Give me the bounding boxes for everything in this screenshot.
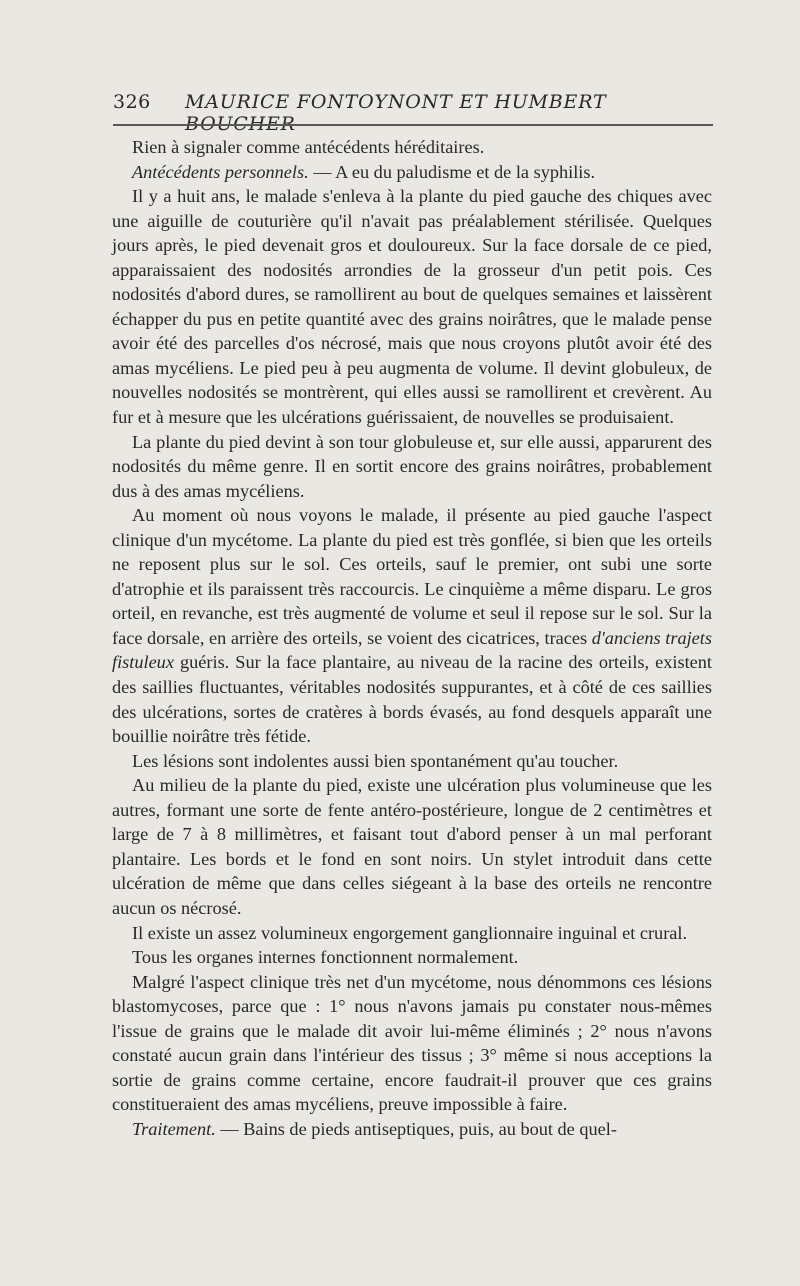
- emphasis-text: d'anciens trajets fistuleux: [112, 627, 712, 673]
- page-body: [112, 135, 712, 1141]
- paragraph-text: guéris. Sur la face plantaire, au niveau de la racine des orteils, existent des saillies fluctuantes, véritables nodosités suppurantes, et à côté de ces saillies des ulcérations, sortes de cratères à bords évasés, au fond desquels apparaît une bouillie noirâtre très fétide.: [112, 652, 712, 747]
- paragraph-text: — Bains de pieds antiseptiques, puis, au bout de quel-: [215, 1118, 617, 1139]
- paragraph: Malgré l'aspect clinique très net d'un mycétome, nous dénommons ces lésions blastomycoses, parce que : 1° nous n'avons jamais pu constater nous-mêmes l'issue de grains que le malade dit avoir lui-même éliminés ; 2° nous n'avons constaté aucun grain dans l'intérieur des tissus ; 3° même si nous acceptions la sortie de grains comme certaine, encore faudrait-il prouver que ces grains constitueraient des amas mycéliens, preuve impossible à faire.: [112, 971, 712, 1115]
- paragraph: [112, 160, 712, 185]
- section-label: Traitement.: [132, 1118, 216, 1139]
- paragraph-text: Au moment où nous voyons le malade, il présente au pied gauche l'aspect clinique d'un mycétome. La plante du pied est très gonflée, si bien que les orteils ne reposent plus sur le sol. Ces orteils, sauf le premier, ont subi une sorte d'atrophie et ils paraissent très raccourcis. Le cinquième a même disparu. Le gros orteil, en revanche, est très augmenté de volume et seul il repose sur le sol. Sur la face dorsale, en arrière des orteils, se voient des cicatrices, traces: [112, 505, 712, 648]
- paragraph: Tous les organes internes fonctionnent normalement.: [132, 947, 519, 968]
- paragraph: La plante du pied devint à son tour globuleuse et, sur elle aussi, apparurent des nodosités du même genre. Il en sortit encore des grains noirâtres, probablement dus à des amas mycéliens.: [112, 431, 712, 501]
- paragraph: [112, 503, 712, 748]
- page-header: [113, 91, 713, 135]
- paragraph: Au milieu de la plante du pied, existe une ulcération plus volumineuse que les autres, formant une sorte de fente antéro-postérieure, longue de 2 centimètres et large de 7 à 8 millimètres, et faisant tout d'abord penser à un mal perforant plantaire. Les bords et le fond en sont noirs. Un stylet introduit dans cette ulcération de même que dans celles siégeant à la base des orteils ne rencontre aucun os nécrosé.: [112, 775, 712, 918]
- running-head: MAURICE FONTOYNONT ET HUMBERT BOUCHER: [185, 91, 607, 135]
- paragraph-text: — A eu du paludisme et de la syphilis.: [308, 161, 596, 182]
- paragraph: [112, 1117, 712, 1142]
- paragraph: Les lésions sont indolentes aussi bien spontanément qu'au toucher.: [132, 750, 619, 771]
- paragraph: Il y a huit ans, le malade s'enleva à la plante du pied gauche des chiques avec une aiguille de couturière qu'il n'avait pas préalablement stérilisée. Quelques jours après, le pied devenait gros et douloureux. Sur la face dorsale de ce pied, apparaissaient des nodosités arrondies de la grosseur d'un petit pois. Ces nodosités d'abord dures, se ramollirent au bout de quelques semaines et laissèrent échapper du pus en petite quantité avec des grains noirâtres, que le malade pense avoir été des parcelles d'os nécrosé, mais que nous croyons plutôt avoir été des amas mycéliens. Le pied peu à peu augmenta de volume. Il devint globuleux, de nouvelles nodosités se montrèrent, qui elles aussi se ramollirent et crevèrent. Au fur et à mesure que les ulcérations guérissaient, de nouvelles se produisaient.: [112, 186, 712, 428]
- section-label: Antécédents personnels.: [132, 161, 309, 182]
- paragraph: Rien à signaler comme antécédents héréditaires.: [132, 137, 485, 157]
- header-rule: [113, 124, 713, 126]
- page-number: 326: [113, 91, 151, 113]
- paragraph: Il existe un assez volumineux engorgement ganglionnaire inguinal et crural.: [132, 922, 688, 943]
